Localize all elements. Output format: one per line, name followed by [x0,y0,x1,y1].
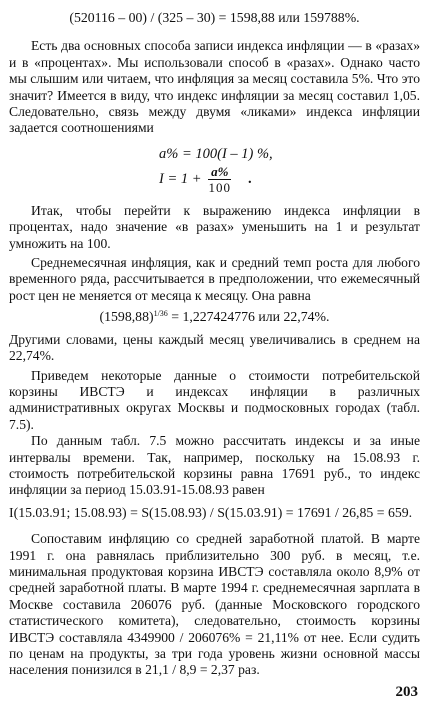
paragraph-table-7-5: По данным табл. 7.5 можно рассчитать индексы и за иные интервалы времени. Так, например, поскольку на 15.08.93 г. стоимость потребительской корзины равна 17691 руб., то индекс инфляции за период 15.03.91-15.08.93 равен [9,433,420,498]
formula-line-index [159,164,420,195]
formula-line-percent: a% = 100(I – 1) %, [159,145,273,162]
equation-base: (1598,88) [99,309,154,325]
fraction [206,164,235,195]
paragraph-other-words: Другими словами, цены каждый месяц увеличивались в среднем на 22,74%. [9,331,420,364]
paragraph-ivste-data: Приведем некоторые данные о стоимости потребительской корзины ИВСТЭ и индексах инфляции в различных административных округах Москвы и подмосковных городах (табл. 7.5). [9,367,420,432]
equation-rest: = 1,227424776 или 22,74%. [167,309,330,325]
equation-line-1: (520116 – 00) / (325 – 30) = 1598,88 или 159788%. [69,10,360,25]
formula-lhs: I = 1 + [159,170,202,187]
fraction-denominator: 100 [208,179,232,195]
paragraph-conversion: Итак, чтобы перейти к выражению индекса инфляции в процентах, надо значение «в разах» уменьшить на 1 и результат умножить на 100. [9,202,420,251]
equation-index-period: I(15.03.91; 15.08.93) = S(15.08.93) / S(15.03.91) = 17691 / 26,85 = 659. [9,504,413,520]
page-number: 203 [395,684,418,700]
equation-exponent: 1/36 [153,309,168,319]
equation-monthly-rate [9,309,420,325]
formula-block-percent [159,145,420,195]
fraction-numerator: a% [208,164,231,180]
paragraph-inflation-formats: Есть два основных способа записи индекса инфляции — в «разах» и в «процентах». Мы использовали способ в «разах». Однако часто мы слышим или читаем, что инфляция за месяц составила 5%. Что это значит? Имеется в виду, что индекс инфляции за месяц составил 1,05. Следовательно, связь между двумя «ликами» индекса инфляции задается соотношениями [9,38,420,136]
paragraph-monthly-inflation: Среднемесячная инфляция, как и средний темп роста для любого временного ряда, рассчитывается в предположении, что ежемесячный рост цен не меняется от месяца к месяцу. Она равна [9,255,420,303]
paragraph-salary-comparison: Сопоставим инфляцию со средней заработной платой. В марте 1991 г. она равнялась приблизительно 300 руб. в месяц, т.е. минимальная продуктовая корзина ИВСТЭ составляла около 8,9% от средней заработной платы. В марте 1994 г. среднемесячная зарплата в Москве составила 206076 руб. (данные Московского городского статистического комитета), следовательно, стоимость корзины ИВСТЭ составляла 4349900 / 206076% = 21,11% от нее. Если судить по ценам на продукты, за три года уровень жизни основной массы населения понизился в 21,1 / 8,9 = 2,37 раз. [9,531,420,678]
formula-end-dot: . [248,170,252,187]
page-content [9,4,420,679]
